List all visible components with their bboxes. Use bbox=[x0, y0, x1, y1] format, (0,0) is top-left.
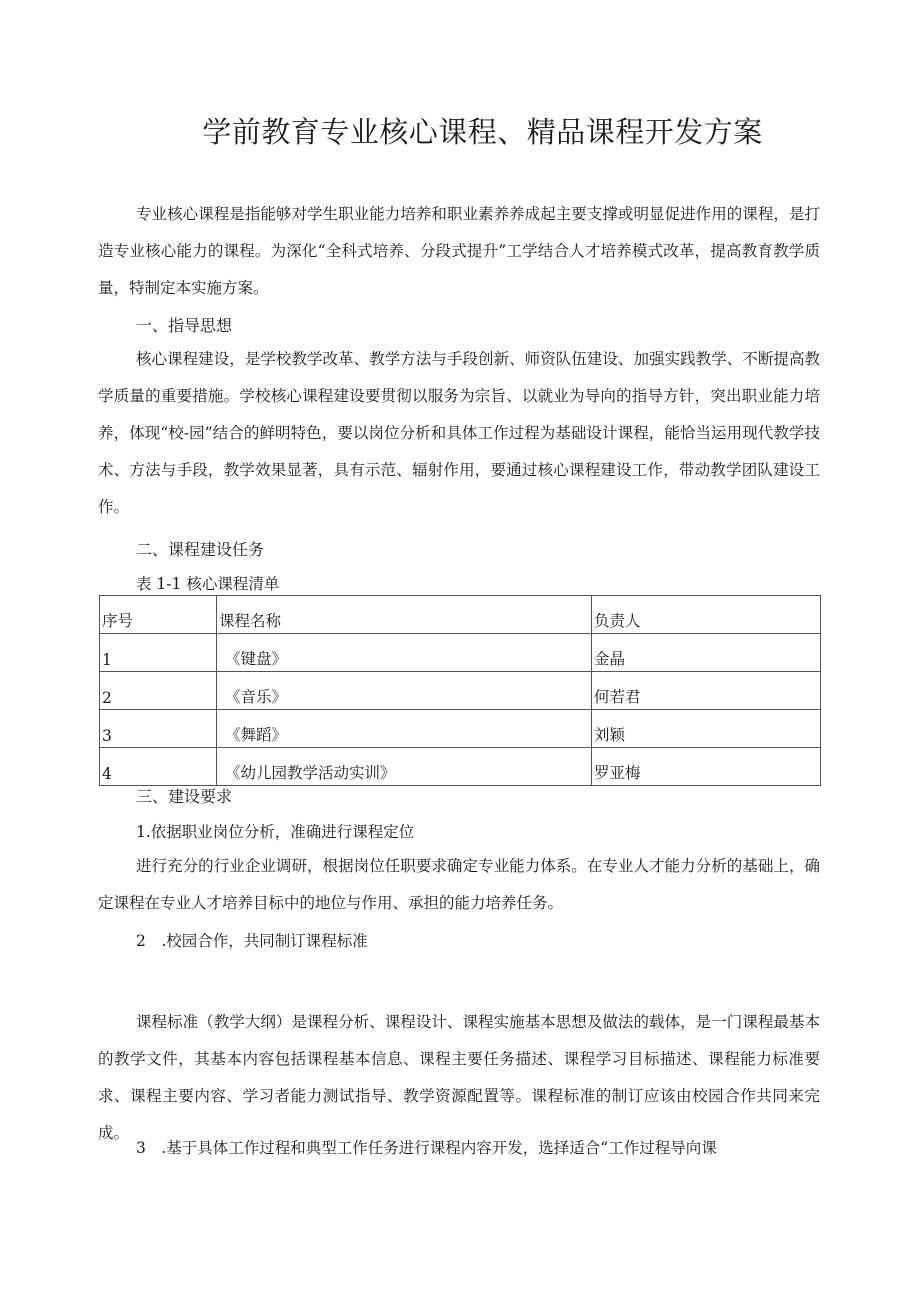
section1-heading: 一、指导思想 bbox=[136, 316, 233, 335]
document-title: 学前教育专业核心课程、精品课程开发方案 bbox=[202, 115, 763, 149]
table-row bbox=[100, 634, 821, 672]
header-owner: 负责人 bbox=[592, 596, 821, 634]
table-row bbox=[100, 672, 821, 710]
core-course-table bbox=[99, 595, 821, 786]
row-course-name: 《音乐》 bbox=[217, 672, 592, 710]
header-index: 序号 bbox=[100, 596, 217, 634]
row-index: 3 bbox=[100, 710, 217, 748]
item3-heading: 3 .基于具体工作过程和典型工作任务进行课程内容开发，选择适合“工作过程导向课 bbox=[136, 1139, 717, 1157]
header-course-name: 课程名称 bbox=[217, 596, 592, 634]
row-course-name: 《幼儿园教学活动实训》 bbox=[217, 748, 592, 786]
section3-heading: 三、建设要求 bbox=[136, 787, 233, 806]
table-row bbox=[100, 748, 821, 786]
row-course-name: 《舞蹈》 bbox=[217, 710, 592, 748]
item1-heading: 1.依据职业岗位分析，准确进行课程定位 bbox=[136, 823, 415, 841]
table-row bbox=[100, 710, 821, 748]
row-index: 4 bbox=[100, 748, 217, 786]
row-index: 2 bbox=[100, 672, 217, 710]
row-owner: 金晶 bbox=[592, 634, 821, 672]
row-course-name: 《键盘》 bbox=[217, 634, 592, 672]
intro-paragraph: 专业核心课程是指能够对学生职业能力培养和职业素养养成起主要支撑或明显促进作用的课程，是打造专业核心能力的课程。为深化“全科式培养、分段式提升”工学结合人才培养模式改革，提高教育教学质量，特制定本实施方案。 bbox=[98, 205, 820, 297]
section2-heading: 二、课程建设任务 bbox=[136, 540, 265, 559]
row-owner: 刘颖 bbox=[592, 710, 821, 748]
table-header-row bbox=[100, 596, 821, 634]
item2-body: 课程标准（教学大纲）是课程分析、课程设计、课程实施基本思想及做法的载体，是一门课程最基本的教学文件，其基本内容包括课程基本信息、课程主要任务描述、课程学习目标描述、课程能力标准要求、课程主要内容、学习者能力测试指导、教学资源配置等。课程标准的制订应该由校园合作共同来完成。 bbox=[98, 1013, 820, 1142]
row-owner: 罗亚梅 bbox=[592, 748, 821, 786]
section1-body: 核心课程建设，是学校教学改革、教学方法与手段创新、师资队伍建设、加强实践教学、不断提高教学质量的重要措施。学校核心课程建设要贯彻以服务为宗旨、以就业为导向的指导方针，突出职业能力培养，体现“校-园”结合的鲜明特色，要以岗位分析和具体工作过程为基础设计课程，能恰当运用现代教学技术、方法与手段，教学效果显著，具有示范、辐射作用，要通过核心课程建设工作，带动教学团队建设工作。 bbox=[98, 350, 820, 516]
row-owner: 何若君 bbox=[592, 672, 821, 710]
table-caption: 表 1-1 核心课程清单 bbox=[136, 575, 280, 593]
row-index: 1 bbox=[100, 634, 217, 672]
item2-heading: 2 .校园合作，共同制订课程标准 bbox=[136, 932, 368, 950]
item1-body: 进行充分的行业企业调研，根据岗位任职要求确定专业能力体系。在专业人才能力分析的基础上，确定课程在专业人才培养目标中的地位与作用、承担的能力培养任务。 bbox=[98, 857, 820, 912]
